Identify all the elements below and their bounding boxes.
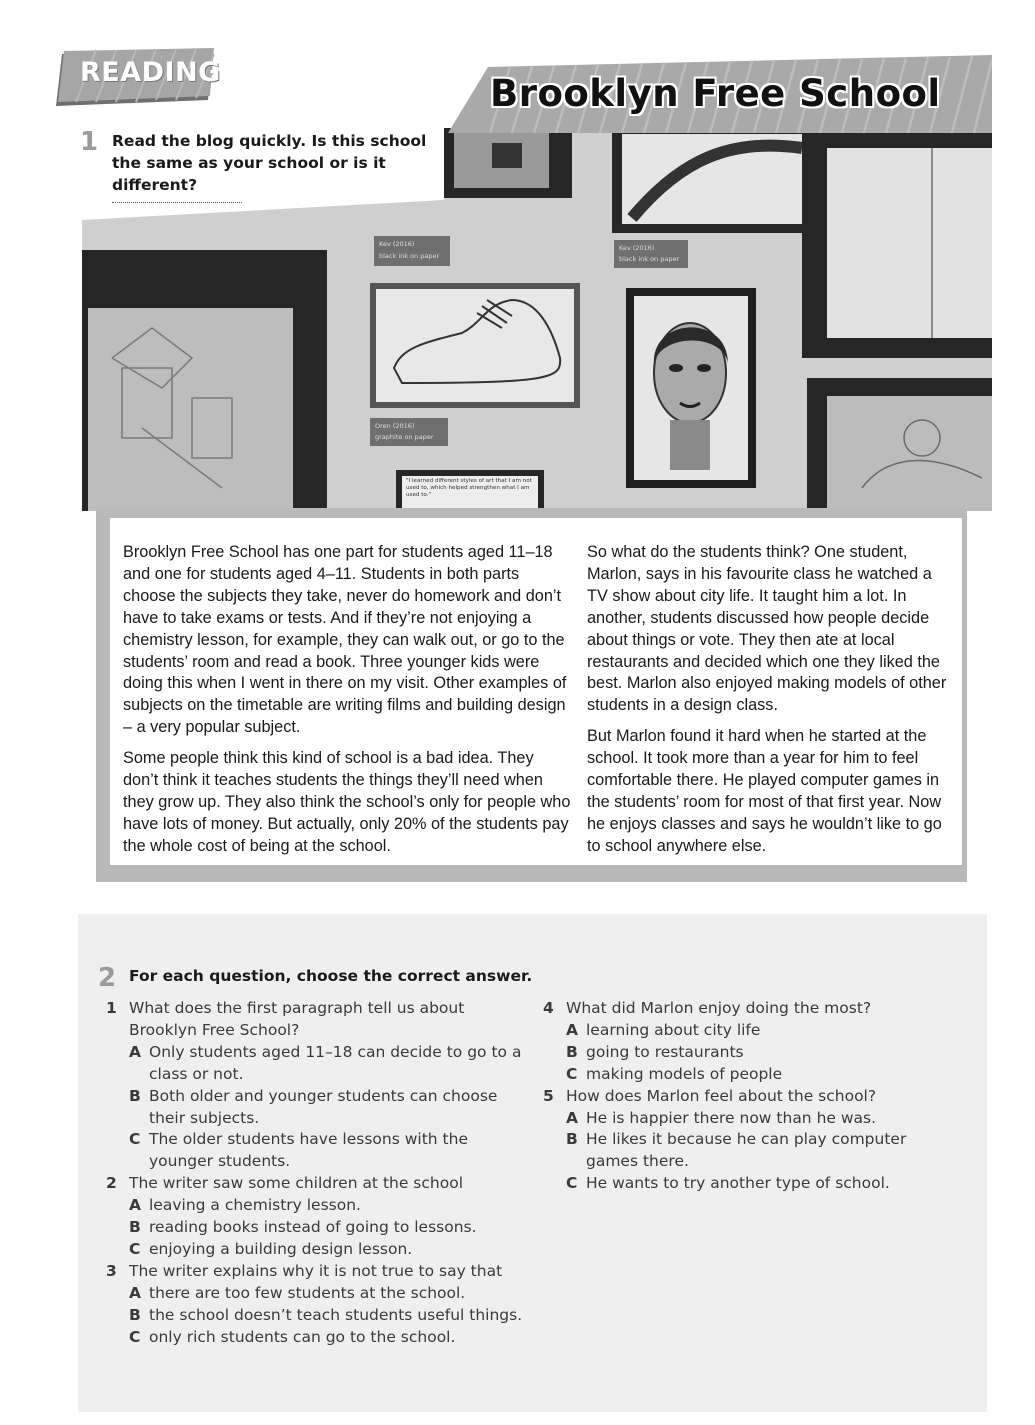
answer-option[interactable] — [106, 1195, 536, 1217]
option-text: He wants to try another type of school. — [586, 1174, 890, 1193]
exercise-1-instruction: Read the blog quickly. Is this school the same as your school or is it different? — [112, 132, 427, 194]
questions-column-left — [106, 998, 536, 1349]
option-letter: A — [129, 1042, 141, 1061]
option-text: leaving a chemistry lesson. — [149, 1196, 361, 1215]
answer-option[interactable] — [543, 1129, 963, 1173]
question-number: 5 — [543, 1086, 554, 1105]
option-text: He is happier there now than he was. — [586, 1108, 877, 1127]
question-3 — [106, 1261, 536, 1283]
answer-option[interactable] — [543, 1108, 963, 1130]
page-title: Brooklyn Free School — [490, 72, 941, 115]
answer-option[interactable] — [543, 1042, 963, 1064]
answer-option[interactable] — [106, 1042, 536, 1086]
answer-option[interactable] — [106, 1327, 536, 1349]
option-letter: B — [129, 1086, 141, 1105]
question-number: 4 — [543, 999, 554, 1017]
option-text: making models of people — [586, 1064, 783, 1083]
article-column-left — [123, 542, 573, 867]
answer-option[interactable] — [543, 1173, 963, 1195]
option-letter: A — [566, 1108, 578, 1127]
answer-option[interactable] — [106, 1239, 536, 1261]
answer-option[interactable] — [106, 1086, 536, 1130]
question-5 — [543, 1086, 963, 1108]
answer-option[interactable] — [106, 1217, 536, 1239]
question-1 — [106, 998, 536, 1042]
option-text: reading books instead of going to lessons. — [149, 1218, 477, 1237]
option-text: Only students aged 11–18 can decide to go to a class or not. — [149, 1042, 522, 1083]
option-letter: C — [566, 1174, 578, 1193]
option-letter: C — [129, 1130, 141, 1149]
artwork-label-3: Oren (2016) — [375, 422, 415, 430]
question-text: The writer saw some children at the school — [129, 1174, 463, 1193]
option-text: He likes it because he can play computer games there. — [586, 1130, 907, 1171]
question-text: The writer explains why it is not true to say that — [129, 1261, 503, 1280]
questions-column-right — [543, 998, 963, 1195]
artwork-label-3-sub: graphite on paper — [375, 433, 434, 441]
question-number: 2 — [106, 1174, 117, 1193]
exercise-1-number: 1 — [80, 127, 99, 157]
option-letter: C — [129, 1239, 141, 1258]
article-paragraph: Some people think this kind of school is a bad idea. They don’t think it teaches students the things they’ll need when they grow up. They also think the school’s only for people who have lots of money. But actually, only 20% of the students pay the whole cost of being at the school. — [123, 749, 571, 855]
question-text: What does the first paragraph tell us about Brooklyn Free School? — [129, 999, 465, 1039]
option-text: learning about city life — [586, 1020, 761, 1039]
question-number: 1 — [106, 999, 117, 1017]
option-text: enjoying a building design lesson. — [149, 1239, 413, 1258]
option-letter: A — [566, 1020, 578, 1039]
artwork-label-2-sub: black ink on paper — [619, 255, 680, 263]
option-text: going to restaurants — [586, 1042, 744, 1061]
answer-option[interactable] — [543, 1064, 963, 1086]
article-paragraph: So what do the students think? One student, Marlon, says in his favourite class he watched a TV show about city life. It taught him a lot. In another, students discussed how people decide about things or vote. They then ate at local restaurants and decided which one they liked the best. Marlon also enjoyed making models of other students in a design class. — [587, 543, 947, 715]
article-column-right — [587, 542, 952, 867]
exercise-1-answer-line[interactable] — [112, 202, 242, 203]
question-text: How does Marlon feel about the school? — [566, 1086, 877, 1105]
exercise-2-number: 2 — [98, 963, 117, 993]
answer-option[interactable] — [106, 1305, 536, 1327]
question-2 — [106, 1173, 536, 1195]
option-letter: A — [129, 1283, 141, 1302]
option-letter: B — [566, 1042, 578, 1061]
article-paragraph: But Marlon found it hard when he started at the school. It took more than a year for him to feel comfortable there. He played computer games in the students’ room for most of that first year. Now he enjoys classes and says he wouldn’t like to go to school anywhere else. — [587, 727, 942, 855]
exercise-2-instruction: For each question, choose the correct answer. — [129, 967, 533, 985]
option-letter: B — [129, 1305, 141, 1324]
question-number: 3 — [106, 1261, 117, 1280]
artwork-label-2: Kev (2016) — [619, 244, 655, 252]
option-letter: C — [566, 1064, 578, 1083]
option-text: Both older and younger students can choose their subjects. — [149, 1086, 498, 1127]
option-letter: B — [129, 1218, 141, 1237]
artwork-quote: "I learned different styles of art that I am not used to, which helped strengthen what I am used to." — [406, 478, 532, 498]
question-text: What did Marlon enjoy doing the most? — [566, 999, 872, 1017]
option-letter: B — [566, 1130, 578, 1149]
option-letter: A — [129, 1196, 141, 1215]
option-text: the school doesn’t teach students useful things. — [149, 1305, 523, 1324]
option-text: The older students have lessons with the younger students. — [149, 1130, 468, 1171]
option-text: only rich students can go to the school. — [149, 1327, 456, 1346]
artwork-label-1-sub: black ink on paper — [379, 252, 440, 260]
option-text: there are too few students at the school. — [149, 1283, 466, 1302]
answer-option[interactable] — [106, 1283, 536, 1305]
artwork-label-1: Kev (2016) — [379, 240, 415, 248]
section-label: READING — [80, 57, 221, 88]
answer-option[interactable] — [543, 1020, 963, 1042]
question-4 — [543, 998, 963, 1020]
option-letter: C — [129, 1327, 141, 1346]
answer-option[interactable] — [106, 1129, 536, 1173]
article-paragraph: Brooklyn Free School has one part for students aged 11–18 and one for students aged 4–11. Students in both parts choose the subjects they take, never do homework and don’t have to take exams or tests. And if they’re not enjoying a chemistry lesson, for example, they can walk out, or go to the students’ room and read a book. Three younger kids were doing this when I went in there on my visit. Other examples of subjects on the timetable are writing films and building design – a very popular subject. — [123, 543, 567, 737]
